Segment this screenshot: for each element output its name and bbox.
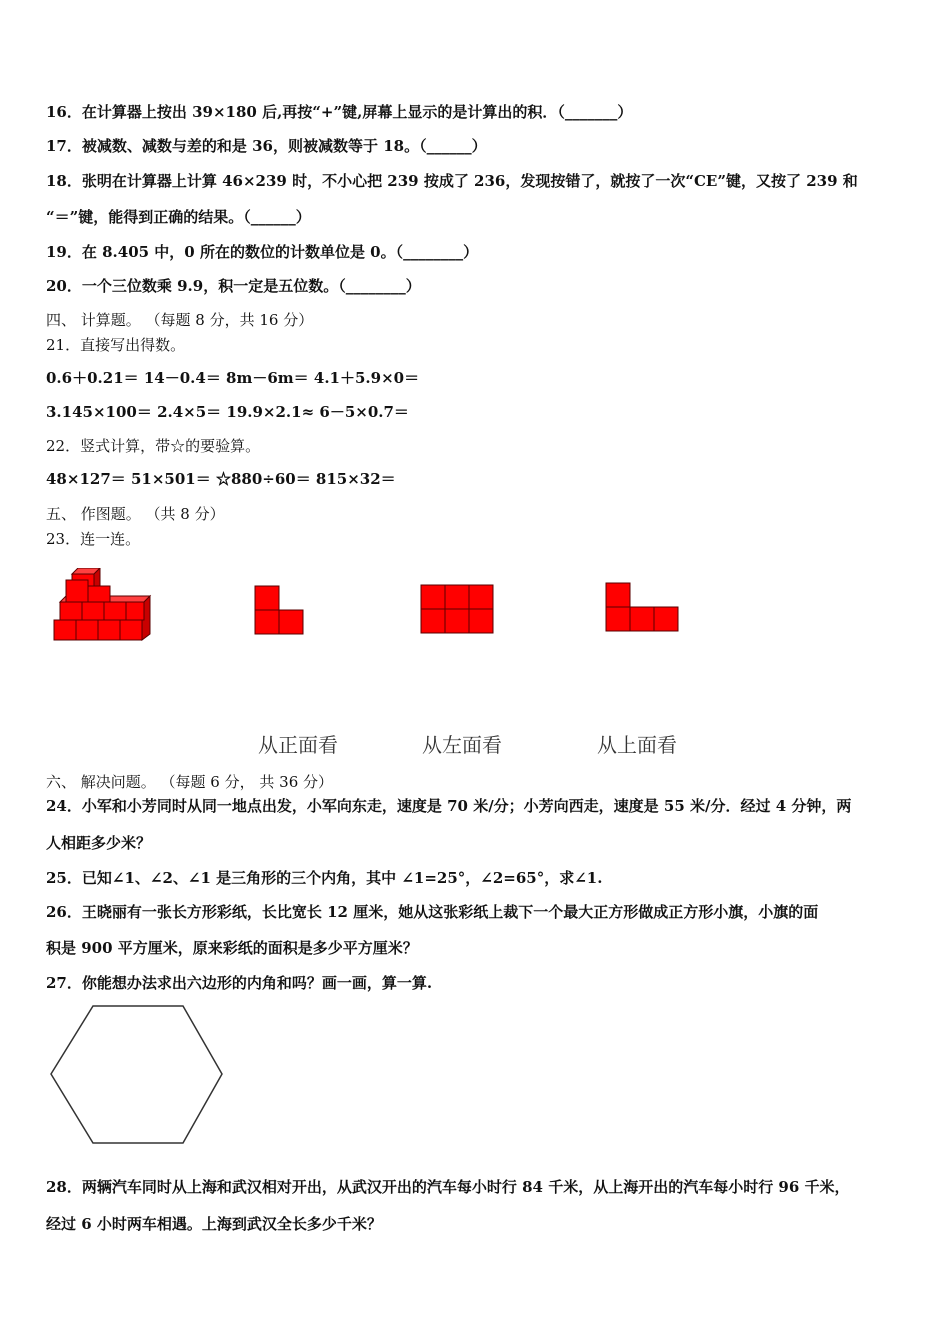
question-26-line-2: 积是 900 平方厘米，原来彩纸的面积是多少平方厘米？ [46, 939, 418, 957]
question-18-line-1: 18．张明在计算器上计算 46×239 时，不小心把 239 按成了 236，发现按错了，就按了一次“CE”键，又按了 239 和 [46, 172, 858, 190]
question-28-line-2: 经过 6 小时两车相遇。上海到武汉全长多少千米？ [46, 1215, 382, 1233]
question-16: 16．在计算器上按出 39×180 后,再按“+”键,屏幕上显示的是计算出的积．（_______） [46, 103, 633, 121]
question-19: 19．在 8.405 中，0 所在的数位的计数单位是 0。（________） [46, 243, 479, 261]
question-24-line-2: 人相距多少米？ [46, 834, 152, 852]
cube-stack-figure [50, 568, 154, 644]
grid-view-shape [420, 584, 494, 634]
calc-row-1: 0.6＋0.21＝ 14－0.4＝ 8m－6m＝ 4.1＋5.9×0＝ [46, 369, 420, 387]
question-22: 22．竖式计算，带☆的要验算。 [46, 437, 261, 455]
hexagon-figure [48, 1004, 226, 1146]
caption-top-view: 从上面看 [597, 733, 677, 757]
question-27: 27．你能想办法求出六边形的内角和吗？画一画，算一算. [46, 974, 433, 992]
caption-front-view: 从正面看 [258, 733, 338, 757]
question-21: 21．直接写出得数。 [46, 336, 186, 354]
calc-row-2: 3.145×100＝ 2.4×5＝ 19.9×2.1≈ 6－5×0.7＝ [46, 403, 409, 421]
calc-row-3: 48×127＝ 51×501＝ ☆880÷60＝ 815×32＝ [46, 470, 396, 488]
question-24-line-1: 24．小军和小芳同时从同一地点出发，小军向东走，速度是 70 米/分；小芳向西走，速度是 55 米/分．经过 4 分钟，两 [46, 797, 852, 815]
question-23: 23．连一连。 [46, 530, 141, 548]
question-26-line-1: 26．王晓丽有一张长方形彩纸，长比宽长 12 厘米，她从这张彩纸上裁下一个最大正方形做成正方形小旗，小旗的面 [46, 903, 819, 921]
section-6-heading: 六、 解决问题。 （每题 6 分， 共 36 分） [46, 773, 334, 791]
question-20: 20．一个三位数乘 9.9，积一定是五位数。（________） [46, 277, 421, 295]
question-25: 25．已知∠1、∠2、∠1 是三角形的三个内角，其中 ∠1=25°，∠2=65°，求∠1. [46, 869, 603, 887]
caption-left-view: 从左面看 [422, 733, 502, 757]
front-view-shape [605, 582, 679, 632]
left-view-shape [254, 585, 304, 635]
question-17: 17．被减数、减数与差的和是 36，则被减数等于 18。（______） [46, 137, 487, 155]
section-5-heading: 五、 作图题。 （共 8 分） [46, 505, 225, 523]
section-4-heading: 四、 计算题。 （每题 8 分，共 16 分） [46, 311, 314, 329]
question-18-line-2: “＝”键，能得到正确的结果。（______） [46, 208, 311, 226]
question-28-line-1: 28．两辆汽车同时从上海和武汉相对开出，从武汉开出的汽车每小时行 84 千米，从上海开出的汽车每小时行 96 千米， [46, 1178, 850, 1196]
